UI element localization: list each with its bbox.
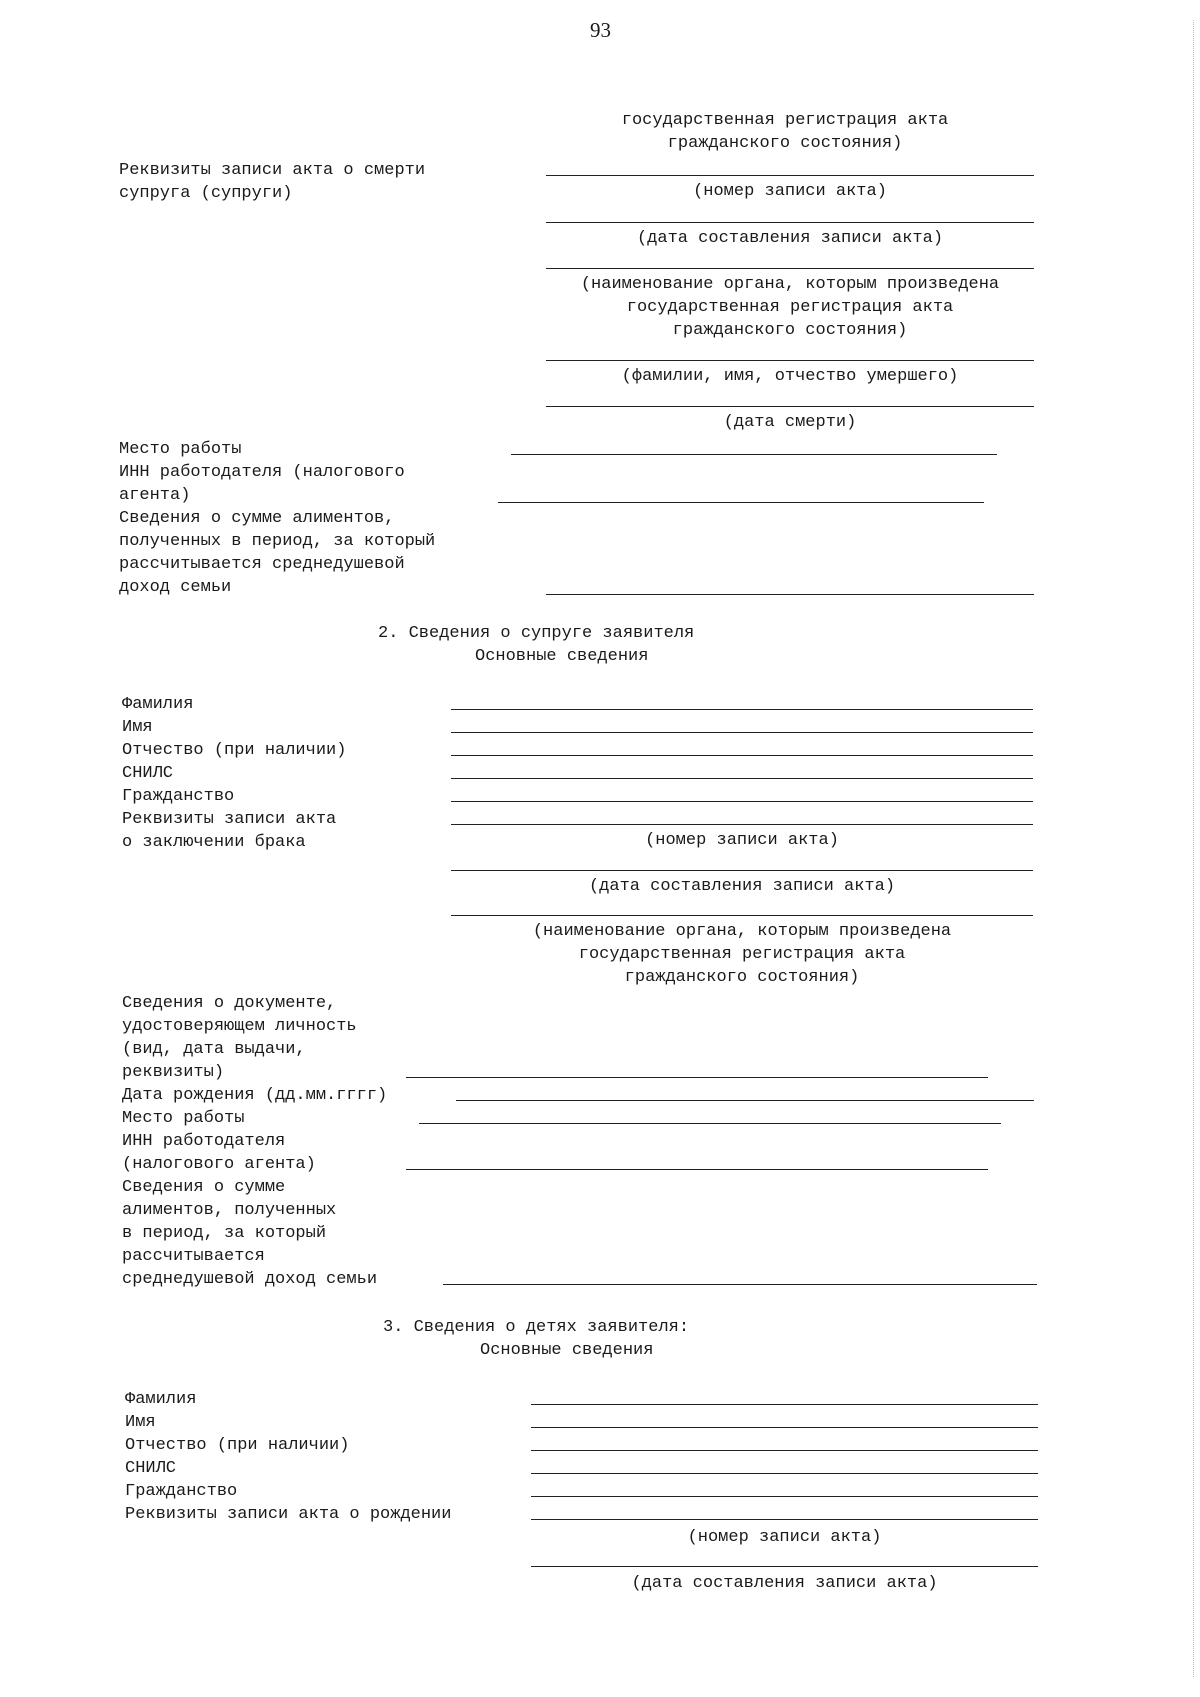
death-record-label-line1: Реквизиты записи акта о смерти xyxy=(119,161,426,180)
section2-title: 2. Сведения о супруге заявителя xyxy=(378,624,695,643)
spouse-surname-field[interactable] xyxy=(451,709,1033,710)
spouse-workplace-field[interactable] xyxy=(419,1123,1001,1124)
employer-inn-label-line1: ИНН работодателя (налогового xyxy=(119,463,405,482)
id-document-label-line3: (вид, дата выдачи, xyxy=(122,1040,306,1059)
spouse-patronymic-label: Отчество (при наличии) xyxy=(122,741,347,760)
alimony-field[interactable] xyxy=(546,594,1034,595)
marriage-record-org-caption-line2: государственная регистрация акта xyxy=(578,945,906,964)
death-record-date-field[interactable] xyxy=(546,222,1034,223)
spouse-citizenship-field[interactable] xyxy=(451,801,1033,802)
birth-record-number-field[interactable] xyxy=(531,1519,1038,1520)
spouse-alimony-label-line2: алиментов, полученных xyxy=(122,1201,337,1220)
spouse-birthdate-field[interactable] xyxy=(456,1100,1034,1101)
id-document-label-line4: реквизиты) xyxy=(122,1063,225,1082)
alimony-label-line4: доход семьи xyxy=(119,578,232,597)
marriage-record-org-caption-line1: (наименование органа, которым произведена xyxy=(532,922,952,941)
spouse-citizenship-label: Гражданство xyxy=(122,787,235,806)
child-patronymic-label: Отчество (при наличии) xyxy=(125,1436,350,1455)
spouse-snils-field[interactable] xyxy=(451,778,1033,779)
spouse-name-field[interactable] xyxy=(451,732,1033,733)
marriage-record-date-caption: (дата составления записи акта) xyxy=(588,877,896,896)
alimony-label-line3: рассчитывается среднедушевой xyxy=(119,555,405,574)
workplace-field[interactable] xyxy=(511,454,997,455)
child-name-field[interactable] xyxy=(531,1427,1038,1428)
workplace-label: Место работы xyxy=(119,440,242,459)
marriage-record-org-field[interactable] xyxy=(451,915,1033,916)
spouse-alimony-field[interactable] xyxy=(443,1284,1037,1285)
org-caption-tail-line2: гражданского состояния) xyxy=(667,134,903,153)
spouse-birthdate-label: Дата рождения (дд.мм.гггг) xyxy=(122,1086,388,1105)
marriage-record-number-caption: (номер записи акта) xyxy=(645,831,839,850)
marriage-record-label-line2: о заключении брака xyxy=(122,833,306,852)
birth-record-label: Реквизиты записи акта о рождении xyxy=(125,1505,452,1524)
spouse-patronymic-field[interactable] xyxy=(451,755,1033,756)
section2-subtitle: Основные сведения xyxy=(475,647,649,666)
alimony-label-line1: Сведения о сумме алиментов, xyxy=(119,509,395,528)
org-caption-tail-line1: государственная регистрация акта xyxy=(621,111,949,130)
marriage-record-number-field[interactable] xyxy=(451,824,1033,825)
child-snils-field[interactable] xyxy=(531,1473,1038,1474)
death-record-number-caption: (номер записи акта) xyxy=(693,182,887,201)
child-surname-label: Фамилия xyxy=(125,1390,197,1409)
marriage-record-label-line1: Реквизиты записи акта xyxy=(122,810,337,829)
section3-subtitle: Основные сведения xyxy=(480,1341,654,1360)
deceased-fio-caption: (фамилии, имя, отчество умершего) xyxy=(621,367,959,386)
section3-title: 3. Сведения о детях заявителя: xyxy=(383,1318,690,1337)
employer-inn-label-line2: агента) xyxy=(119,486,191,505)
birth-record-number-caption: (номер записи акта) xyxy=(687,1528,882,1547)
id-document-label-line2: удостоверяющем личность xyxy=(122,1017,357,1036)
death-record-org-caption-line3: гражданского состояния) xyxy=(672,321,908,340)
child-citizenship-field[interactable] xyxy=(531,1496,1038,1497)
spouse-surname-label: Фамилия xyxy=(122,695,194,714)
page-number: 93 xyxy=(590,18,611,42)
id-document-label-line1: Сведения о документе, xyxy=(122,994,337,1013)
spouse-employer-inn-label-line1: ИНН работодателя xyxy=(122,1132,286,1151)
death-date-caption: (дата смерти) xyxy=(723,413,857,432)
death-record-org-field[interactable] xyxy=(546,268,1034,269)
birth-record-date-field[interactable] xyxy=(531,1566,1038,1567)
spouse-alimony-label-line1: Сведения о сумме xyxy=(122,1178,286,1197)
scan-edge xyxy=(1193,20,1194,1677)
child-patronymic-field[interactable] xyxy=(531,1450,1038,1451)
child-surname-field[interactable] xyxy=(531,1404,1038,1405)
spouse-name-label: Имя xyxy=(122,718,153,737)
employer-inn-field[interactable] xyxy=(498,502,984,503)
death-date-field[interactable] xyxy=(546,406,1034,407)
spouse-employer-inn-field[interactable] xyxy=(406,1169,988,1170)
child-citizenship-label: Гражданство xyxy=(125,1482,238,1501)
child-snils-label: СНИЛС xyxy=(125,1459,177,1478)
death-record-label-line2: супруга (супруги) xyxy=(119,184,293,203)
death-record-date-caption: (дата составления записи акта) xyxy=(636,229,944,248)
alimony-label-line2: полученных в период, за который xyxy=(119,532,436,551)
birth-record-date-caption: (дата составления записи акта) xyxy=(631,1574,938,1593)
marriage-record-org-caption-line3: гражданского состояния) xyxy=(624,968,860,987)
death-record-org-caption-line1: (наименование органа, которым произведена xyxy=(580,275,1000,294)
spouse-alimony-label-line5: среднедушевой доход семьи xyxy=(122,1270,378,1289)
deceased-fio-field[interactable] xyxy=(546,360,1034,361)
death-record-org-caption-line2: государственная регистрация акта xyxy=(626,298,954,317)
marriage-record-date-field[interactable] xyxy=(451,870,1033,871)
spouse-alimony-label-line3: в период, за который xyxy=(122,1224,327,1243)
spouse-alimony-label-line4: рассчитывается xyxy=(122,1247,265,1266)
death-record-number-field[interactable] xyxy=(546,175,1034,176)
spouse-employer-inn-label-line2: (налогового агента) xyxy=(122,1155,316,1174)
spouse-workplace-label: Место работы xyxy=(122,1109,245,1128)
spouse-snils-label: СНИЛС xyxy=(122,764,174,783)
id-document-field[interactable] xyxy=(406,1077,988,1078)
child-name-label: Имя xyxy=(125,1413,156,1432)
